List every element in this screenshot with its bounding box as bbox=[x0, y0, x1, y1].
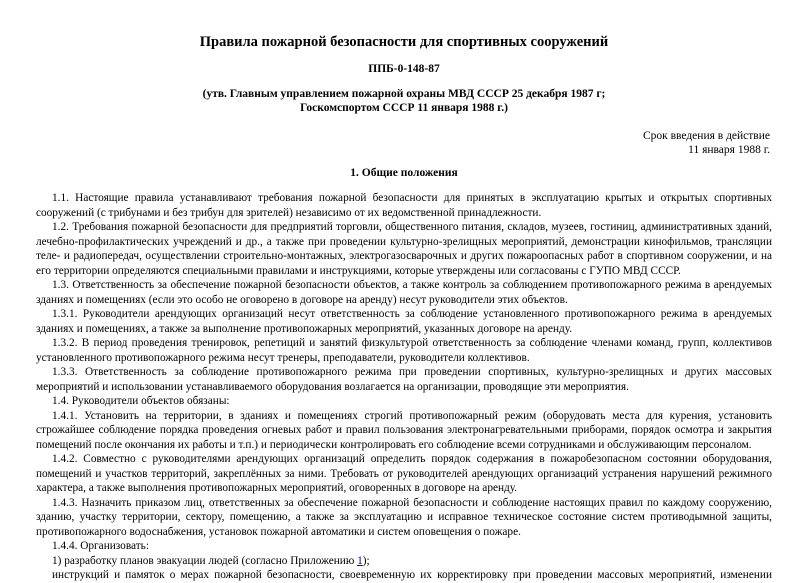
paragraph-1-4-1: 1.4.1. Установить на территории, в зданиях и помещениях строгий противопожарный режим (оборудовать места для курения, установить строжайшее соблюдение порядка проведения огневых работ и правил пользования электронагревательными приборами, порядок осмотра и закрытия помещений после окончания их работы и т.п.) и периодически контролировать его соблюдение всеми сотрудниками и обслуживающим персоналом. bbox=[36, 409, 772, 451]
paragraph-1-4: 1.4. Руководители объектов обязаны: bbox=[52, 395, 230, 407]
paragraph-1-3-2: 1.3.2. В период проведения тренировок, репетиций и занятий физкультурой ответственность за соблюдение членами команд, групп, коллективов установленного противопожарного режима несут тренеры, преподаватели, руководители коллективов. bbox=[36, 337, 772, 364]
document-body bbox=[36, 191, 772, 583]
list-item-1-prefix: 1) разработку планов эвакуации людей (согласно Приложению bbox=[52, 554, 358, 567]
trailing-line: инструкций и памяток о мерах пожарной безопасности, своевременную их корректировку при проведении массовых мероприятий, изменении bbox=[52, 569, 772, 581]
document-title: Правила пожарной безопасности для спортивных сооружений bbox=[199, 34, 609, 50]
paragraph-1-4-3: 1.4.3. Назначить приказом лиц, ответственных за обеспечение пожарной безопасности и соблюдение настоящих правил по каждому сооружению, зданию, участку территории, сектору, помещению, а также за эксплуатацию и исправное техническое состояние систем противодымной защиты, противопожарного водоснабжения, установок пожарной автоматики и систем оповещения о пожаре. bbox=[36, 496, 772, 538]
paragraph-1-3-1: 1.3.1. Руководители арендующих организаций несут ответственность за соблюдение установленного противопожарного режима в арендуемых зданиях и помещениях, а также за выполнение противопожарных мероприятий, указанных договоре на аренду. bbox=[36, 308, 772, 335]
list-item-1 bbox=[36, 554, 772, 569]
approval-line-1: (утв. Главным управлением пожарной охраны МВД СССР 25 декабря 1987 г; bbox=[202, 88, 606, 100]
paragraph-1-4-4: 1.4.4. Организовать: bbox=[52, 540, 149, 552]
section-heading: 1. Общие положения bbox=[350, 167, 458, 179]
effective-date: 11 января 1988 г. bbox=[688, 144, 770, 156]
approval-line-2: Госкомспортом СССР 11 января 1988 г.) bbox=[300, 102, 508, 114]
document-page bbox=[36, 0, 772, 581]
effective-label: Срок введения в действие bbox=[642, 130, 770, 142]
document-code: ППБ-0-148-87 bbox=[368, 63, 440, 75]
approval-note bbox=[36, 87, 772, 115]
paragraph-1-3: 1.3. Ответственность за обеспечение пожарной безопасности объектов, а также контроль за соблюдением противопожарного режима в арендуемых зданиях и помещениях (если это особо не оговорено в договоре на аренду) несут руководители этих объектов. bbox=[36, 279, 772, 306]
list-item-1-suffix: ); bbox=[362, 554, 370, 567]
effective-date-block bbox=[36, 129, 772, 157]
paragraph-1-2: 1.2. Требования пожарной безопасности для предприятий торговли, общественного питания, складов, музеев, гостиниц, административных зданий, лечебно-профилактических учреждений и др., а также при проведении культурно-зрелищных мероприятий, демонстрации кинофильмов, трансляции теле- и радиопередач, осуществлении строительно-монтажных, электрогазосварочных и других пожароопасных работ в спортивном сооружении, и на его территории определяются специальными правилами и инструкциями, которые утверждены или согласованы с ГУПО МВД СССР. bbox=[36, 221, 772, 277]
appendix-1-link[interactable]: 1 bbox=[357, 554, 363, 567]
paragraph-1-1: 1.1. Настоящие правила устанавливают требования пожарной безопасности для принятых в эксплуатацию крытых и открытых спортивных сооружений (с трибунами и без трибун для зрителей) независимо от их ведомственной принадлежности. bbox=[36, 192, 772, 219]
paragraph-1-4-2: 1.4.2. Совместно с руководителями арендующих организаций определить порядок содержания в пожаробезопасном состоянии оборудования, помещений и участков территорий, закреплённых за ними. Требовать от руководителей арендующих организаций устранения нарушений режимного характера, а также выполнения противопожарных мероприятий, оговоренных в договоре на аренду. bbox=[36, 453, 772, 494]
paragraph-1-3-3: 1.3.3. Ответственность за соблюдение противопожарного режима при проведении спортивных, культурно-зрелищных и других массовых мероприятий и использовании устанавливаемого оборудования возлагается на организации, проводящие эти мероприятия. bbox=[36, 366, 772, 393]
